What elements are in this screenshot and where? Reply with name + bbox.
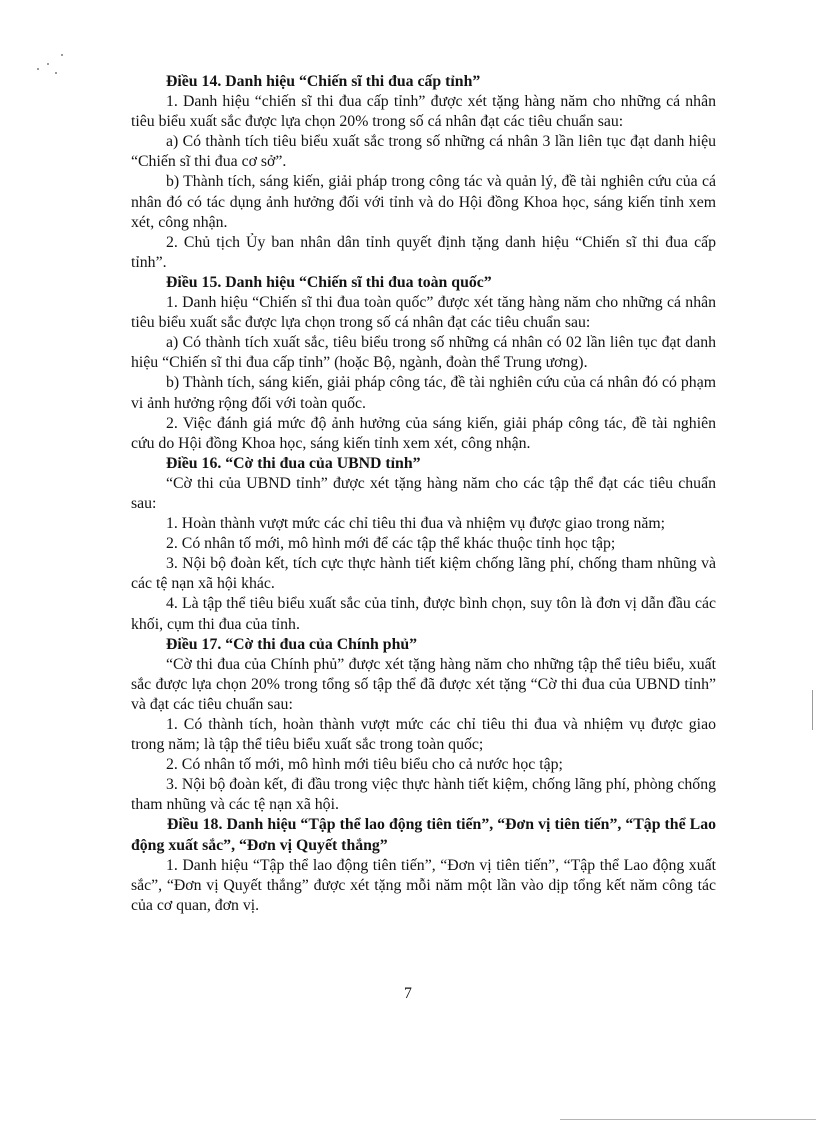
- paragraph: “Cờ thi của UBND tỉnh” được xét tặng hàng năm cho các tập thể đạt các tiêu chuẩn sau:: [131, 474, 716, 512]
- paragraph: 2. Việc đánh giá mức độ ảnh hưởng của sáng kiến, giải pháp công tác, đề tài nghiên cứu do Hội đồng Khoa học, sáng kiến tỉnh xem xét, công nhận.: [131, 414, 716, 452]
- article-17-heading: Điều 17. “Cờ thi đua của Chính phủ”: [166, 635, 418, 653]
- paragraph: 3. Nội bộ đoàn kết, đi đầu trong việc thực hành tiết kiệm, chống lãng phí, phòng chống tham nhũng và các tệ nạn xã hội.: [131, 776, 716, 814]
- article-18-heading: Điều 18. Danh hiệu “Tập thể lao động tiên tiến”, “Đơn vị tiên tiến”, “Tập thể Lao động xuất sắc”, “Đơn vị Quyết thắng”: [131, 816, 716, 854]
- paragraph: 1. Danh hiệu “Chiến sĩ thi đua toàn quốc” được xét tăng hàng năm cho những cá nhân tiêu biểu xuất sắc được lựa chọn trong số cá nhân đạt các tiêu chuẩn sau:: [131, 294, 716, 332]
- paragraph: 1. Danh hiệu “chiến sĩ thi đua cấp tỉnh” được xét tặng hàng năm cho những cá nhân tiêu biểu xuất sắc được lựa chọn 20% trong số cá nhân đạt các tiêu chuẩn sau:: [131, 93, 716, 131]
- paragraph: a) Có thành tích xuất sắc, tiêu biểu trong số những cá nhân có 02 lần liên tục đạt danh hiệu “Chiến sĩ thi đua cấp tỉnh” (hoặc Bộ, ngành, đoàn thể Trung ương).: [131, 334, 716, 372]
- article-16-heading: Điều 16. “Cờ thi đua của UBND tỉnh”: [166, 454, 421, 472]
- scan-edge-mark: [812, 690, 813, 730]
- paragraph: 1. Danh hiệu “Tập thể lao động tiên tiến”, “Đơn vị tiên tiến”, “Tập thể Lao động xuất sắc”, “Đơn vị Quyết thắng” được xét tặng mỗi năm một lần vào dịp tổng kết năm công tác của cơ quan, đơn vị.: [131, 856, 716, 914]
- paragraph: “Cờ thi đua của Chính phủ” được xét tặng hàng năm cho những tập thể tiêu biểu, xuất sắc được lựa chọn 20% trong tổng số tập thể đã được xét tặng “Cờ thi đua của UBND tỉnh” và đạt các tiêu chuẩn sau:: [131, 655, 716, 713]
- paragraph: 1. Có thành tích, hoàn thành vượt mức các chỉ tiêu thi đua và nhiệm vụ được giao trong năm; là tập thể tiêu biểu xuất sắc trong toàn quốc;: [131, 716, 716, 754]
- paragraph: 3. Nội bộ đoàn kết, tích cực thực hành tiết kiệm chống lãng phí, chống tham nhũng và các tệ nạn xã hội khác.: [131, 555, 716, 593]
- paragraph: 2. Chủ tịch Ủy ban nhân dân tỉnh quyết định tặng danh hiệu “Chiến sĩ thi đua cấp tỉnh”.: [131, 233, 716, 271]
- article-14-heading: Điều 14. Danh hiệu “Chiến sĩ thi đua cấp tỉnh”: [166, 73, 481, 90]
- scan-speck: [61, 54, 63, 56]
- paragraph: 4. Là tập thể tiêu biểu xuất sắc của tỉnh, được bình chọn, suy tôn là đơn vị dẫn đầu các khối, cụm thi đua của tỉnh.: [131, 595, 716, 633]
- document-body: [131, 72, 716, 916]
- scan-speck: [47, 63, 49, 65]
- scan-speck: [37, 68, 39, 70]
- paragraph: 1. Hoàn thành vượt mức các chỉ tiêu thi đua và nhiệm vụ được giao trong năm;: [166, 515, 666, 533]
- article-15-heading: Điều 15. Danh hiệu “Chiến sĩ thi đua toàn quốc”: [166, 273, 492, 291]
- paragraph: 2. Có nhân tố mới, mô hình mới tiêu biểu cho cả nước học tập;: [166, 756, 563, 774]
- page-number: 7: [404, 985, 412, 1002]
- paragraph: b) Thành tích, sáng kiến, giải pháp công tác, đề tài nghiên cứu của cá nhân đó có phạm vi ảnh hưởng rộng đối với toàn quốc.: [131, 374, 716, 412]
- paragraph: a) Có thành tích tiêu biểu xuất sắc trong số những cá nhân 3 lần liên tục đạt danh hiệu “Chiến sĩ thi đua cơ sở”.: [131, 133, 716, 171]
- paragraph: 2. Có nhân tố mới, mô hình mới để các tập thể khác thuộc tỉnh học tập;: [166, 535, 616, 553]
- scan-speck: [55, 72, 57, 74]
- paragraph: b) Thành tích, sáng kiến, giải pháp trong công tác và quản lý, đề tài nghiên cứu của cá nhân đó có tác dụng ảnh hưởng đối với tỉnh và do Hội đồng Khoa học, sáng kiến tỉnh xem xét, công nhận.: [131, 173, 716, 231]
- scan-bottom-edge: [560, 1119, 816, 1120]
